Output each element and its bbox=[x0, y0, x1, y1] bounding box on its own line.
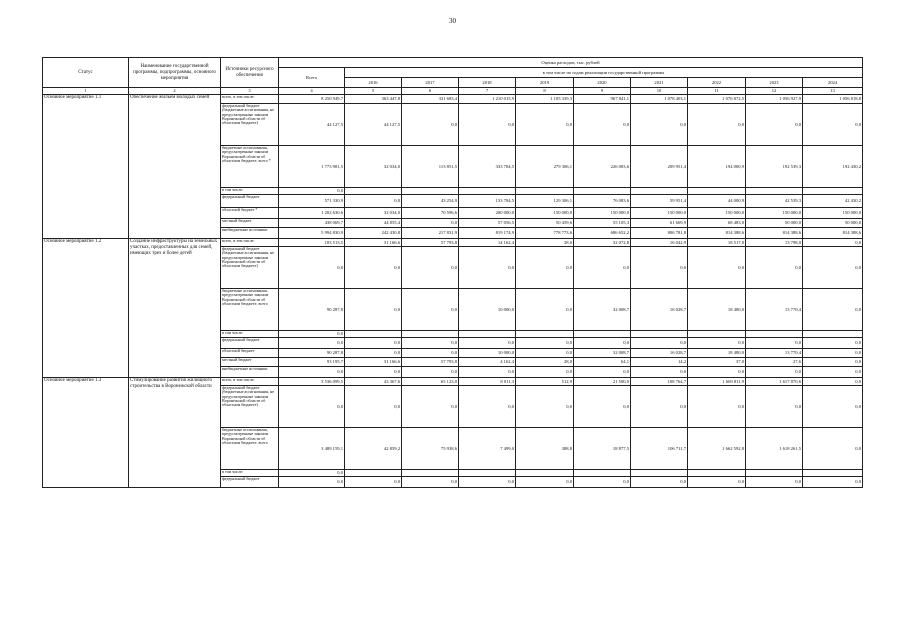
year-value-cell: 0,0 bbox=[402, 367, 459, 378]
funding-source: местный бюджет bbox=[221, 358, 279, 367]
year-value-cell bbox=[459, 470, 516, 477]
year-value-cell: 0,0 bbox=[631, 477, 688, 488]
funding-source: федеральный бюджет bbox=[221, 195, 279, 208]
year-value-cell bbox=[746, 188, 803, 195]
total-cell: 3 536 099,5 bbox=[279, 378, 345, 386]
year-value-cell: 32 034,0 bbox=[345, 146, 402, 188]
year-value-cell: 1 105 339,3 bbox=[516, 95, 574, 104]
year-value-cell: 57 793,8 bbox=[402, 239, 459, 247]
year-value-cell: 778 773,6 bbox=[516, 228, 574, 239]
year-value-cell: 1 669 811,9 bbox=[688, 378, 746, 386]
year-value-cell bbox=[516, 188, 574, 195]
year-value-cell: 0,0 bbox=[688, 367, 746, 378]
year-value-cell: 1 076 872,5 bbox=[688, 95, 746, 104]
year-value-cell: 0,0 bbox=[631, 338, 688, 349]
year-value-cell bbox=[631, 470, 688, 477]
year-value-cell: 0,0 bbox=[803, 378, 863, 386]
year-value-cell: 28,0 bbox=[516, 239, 574, 247]
year-value-cell: 31 166,6 bbox=[345, 239, 402, 247]
year-value-cell: 0,0 bbox=[631, 104, 688, 146]
year-header: 2018 bbox=[459, 78, 516, 88]
year-value-cell: 194 000,9 bbox=[688, 146, 746, 188]
year-header: 2017 bbox=[402, 78, 459, 88]
year-value-cell: 55 105,3 bbox=[574, 219, 631, 228]
total-cell: 0,0 bbox=[279, 367, 345, 378]
table-header bbox=[43, 58, 863, 95]
year-value-cell: 0,0 bbox=[516, 289, 574, 331]
year-value-cell: 1 056 927,9 bbox=[746, 95, 803, 104]
year-value-cell: 0,0 bbox=[574, 477, 631, 488]
year-value-cell bbox=[459, 331, 516, 338]
total-cell: 1 773 981,5 bbox=[279, 146, 345, 188]
year-value-cell: 0,0 bbox=[345, 289, 402, 331]
year-value-cell: 50 000,0 bbox=[803, 219, 863, 228]
year-value-cell: 0,0 bbox=[345, 477, 402, 488]
year-value-cell: 1 662 592,8 bbox=[688, 428, 746, 470]
year-value-cell: 0,0 bbox=[746, 367, 803, 378]
year-value-cell: 806 781,8 bbox=[631, 228, 688, 239]
year-value-cell bbox=[803, 470, 863, 477]
year-value-cell: 1 617 870,6 bbox=[746, 378, 803, 386]
total-cell: 0,0 bbox=[279, 338, 345, 349]
funding-source: всего, в том числе: bbox=[221, 239, 279, 247]
year-value-cell: 0,0 bbox=[631, 367, 688, 378]
year-value-cell: 0,0 bbox=[516, 477, 574, 488]
year-value-cell: 0,0 bbox=[746, 247, 803, 289]
year-value-cell: 0,0 bbox=[345, 195, 402, 208]
column-index: 2 bbox=[129, 88, 221, 95]
column-index: 4 bbox=[279, 88, 345, 95]
year-value-cell: 814 388,6 bbox=[803, 228, 863, 239]
year-header: 2022 bbox=[688, 78, 746, 88]
year-value-cell: 0,0 bbox=[402, 104, 459, 146]
column-index: 7 bbox=[459, 88, 516, 95]
year-value-cell: 0,0 bbox=[459, 104, 516, 146]
total-cell: 438 069,7 bbox=[279, 219, 345, 228]
funding-source: местный бюджет bbox=[221, 219, 279, 228]
year-value-cell: 226 083,6 bbox=[574, 146, 631, 188]
total-header: Всего bbox=[279, 68, 345, 88]
funding-source: федеральный бюджет (бюджетные ассигнования, не предусмотренные законом Воронежской области об областном бюджете) bbox=[221, 104, 279, 146]
year-value-cell: 59 951,4 bbox=[631, 195, 688, 208]
total-cell: 90 287,8 bbox=[279, 289, 345, 331]
year-value-cell bbox=[345, 188, 402, 195]
year-value-cell: 192 430,2 bbox=[803, 146, 863, 188]
column-index: 12 bbox=[746, 88, 803, 95]
name-header: Наименование государственной программы, подпрограммы, основного мероприятия bbox=[129, 58, 221, 88]
year-value-cell: 0,0 bbox=[516, 247, 574, 289]
year-value-cell: 0,0 bbox=[345, 247, 402, 289]
total-cell: 183 513,5 bbox=[279, 239, 345, 247]
year-value-cell: 150 000,0 bbox=[803, 208, 863, 219]
year-value-cell bbox=[631, 188, 688, 195]
year-value-cell: 0,0 bbox=[803, 239, 863, 247]
measure-status: Основное мероприятие 1.1 bbox=[43, 95, 129, 239]
year-value-cell: 14,2 bbox=[631, 358, 688, 367]
column-index: 3 bbox=[221, 88, 279, 95]
year-value-cell: 7 499,0 bbox=[459, 428, 516, 470]
year-value-cell: 0,0 bbox=[574, 386, 631, 428]
year-value-cell: 0,0 bbox=[516, 338, 574, 349]
column-index: 10 bbox=[631, 88, 688, 95]
year-value-cell: 18 877,5 bbox=[574, 428, 631, 470]
year-value-cell: 1 618 261,5 bbox=[746, 428, 803, 470]
total-cell: 90 287,8 bbox=[279, 349, 345, 358]
year-value-cell: 0,0 bbox=[688, 386, 746, 428]
year-value-cell bbox=[574, 188, 631, 195]
year-value-cell: 0,0 bbox=[402, 338, 459, 349]
year-value-cell: 32 008,7 bbox=[574, 289, 631, 331]
year-value-cell: 0,0 bbox=[459, 367, 516, 378]
year-value-cell bbox=[574, 470, 631, 477]
year-value-cell: 967 841,1 bbox=[574, 95, 631, 104]
expenditure-table bbox=[42, 57, 863, 488]
year-value-cell: 0,0 bbox=[459, 386, 516, 428]
year-value-cell: 0,0 bbox=[803, 349, 863, 358]
status-header: Статус bbox=[43, 58, 129, 88]
column-index: 5 bbox=[345, 88, 402, 95]
year-value-cell: 75 938,6 bbox=[402, 428, 459, 470]
source-header: Источники ресурсного обеспечения bbox=[221, 58, 279, 88]
year-header: 2019 bbox=[516, 78, 574, 88]
year-value-cell: 814 388,6 bbox=[746, 228, 803, 239]
year-header: 2024 bbox=[803, 78, 863, 88]
year-value-cell: 108 764,7 bbox=[631, 378, 688, 386]
year-value-cell: 512,9 bbox=[516, 378, 574, 386]
table-row bbox=[43, 239, 863, 247]
year-value-cell: 209 951,4 bbox=[631, 146, 688, 188]
total-cell: 0,0 bbox=[279, 188, 345, 195]
year-value-cell: 686 652,2 bbox=[574, 228, 631, 239]
funding-source: в том числе: bbox=[221, 331, 279, 338]
year-header: 2021 bbox=[631, 78, 688, 88]
column-index: 11 bbox=[688, 88, 746, 95]
year-value-cell: 50 000,0 bbox=[746, 219, 803, 228]
year-value-cell: 814 388,6 bbox=[688, 228, 746, 239]
year-value-cell: 217 831,9 bbox=[402, 228, 459, 239]
year-value-cell: 13 770,4 bbox=[746, 349, 803, 358]
year-value-cell: 42 430,2 bbox=[803, 195, 863, 208]
year-value-cell: 44 855,4 bbox=[345, 219, 402, 228]
total-cell: 44 127,5 bbox=[279, 104, 345, 146]
year-value-cell: 0,0 bbox=[345, 386, 402, 428]
year-value-cell: 0,0 bbox=[631, 386, 688, 428]
year-value-cell: 0,0 bbox=[459, 247, 516, 289]
measure-status: Основное мероприятие 1.3 bbox=[43, 378, 129, 488]
year-value-cell: 32 072,8 bbox=[574, 239, 631, 247]
year-value-cell: 31 166,6 bbox=[345, 358, 402, 367]
year-value-cell: 133 784,5 bbox=[459, 195, 516, 208]
year-value-cell: 0,0 bbox=[746, 477, 803, 488]
year-value-cell: 0,0 bbox=[402, 219, 459, 228]
year-value-cell: 13 770,4 bbox=[746, 289, 803, 331]
year-value-cell: 0,0 bbox=[803, 428, 863, 470]
year-value-cell: 10 000,0 bbox=[459, 349, 516, 358]
year-value-cell: 16 042,9 bbox=[631, 239, 688, 247]
column-index: 8 bbox=[516, 88, 574, 95]
year-value-cell bbox=[345, 470, 402, 477]
year-value-cell: 16 028,7 bbox=[631, 349, 688, 358]
funding-source: бюджетные ассигнования, предусмотренные законом Воронежской области об областном бюджете, всего bbox=[221, 289, 279, 331]
year-value-cell bbox=[746, 470, 803, 477]
funding-source: внебюджетные источники bbox=[221, 367, 279, 378]
year-value-cell: 0,0 bbox=[803, 289, 863, 331]
funding-source: федеральный бюджет bbox=[221, 477, 279, 488]
year-value-cell: 0,0 bbox=[402, 386, 459, 428]
year-value-cell bbox=[345, 331, 402, 338]
year-value-cell: 64,1 bbox=[574, 358, 631, 367]
year-value-cell bbox=[803, 331, 863, 338]
year-value-cell: 0,0 bbox=[402, 349, 459, 358]
measure-name: Стимулирование развития жилищного строительства в Воронежской области bbox=[129, 378, 221, 488]
column-index: 9 bbox=[574, 88, 631, 95]
year-value-cell: 18 480,0 bbox=[688, 289, 746, 331]
funding-source: бюджетные ассигнования, предусмотренные законом Воронежской области об областном бюджете, всего * bbox=[221, 146, 279, 188]
year-value-cell: 0,0 bbox=[402, 477, 459, 488]
year-value-cell: 50 459,6 bbox=[516, 219, 574, 228]
year-header: 2016 bbox=[345, 78, 402, 88]
year-value-cell bbox=[459, 188, 516, 195]
year-value-cell: 388,8 bbox=[516, 428, 574, 470]
year-value-cell: 1 210 015,9 bbox=[459, 95, 516, 104]
year-value-cell bbox=[688, 331, 746, 338]
year-value-cell: 42 859,2 bbox=[345, 428, 402, 470]
year-value-cell bbox=[402, 331, 459, 338]
year-value-cell: 1 056 818,8 bbox=[803, 95, 863, 104]
total-cell: 0,0 bbox=[279, 470, 345, 477]
funding-source: бюджетные ассигнования, предусмотренные законом Воронежской области об областном бюджете, всего bbox=[221, 428, 279, 470]
year-value-cell: 0,0 bbox=[402, 289, 459, 331]
total-cell: 571 330,9 bbox=[279, 195, 345, 208]
year-value-cell bbox=[688, 470, 746, 477]
table-row bbox=[43, 95, 863, 104]
year-value-cell: 0,0 bbox=[746, 386, 803, 428]
year-value-cell: 0,0 bbox=[574, 367, 631, 378]
year-value-cell: 0,0 bbox=[516, 349, 574, 358]
year-value-cell: 200 000,0 bbox=[459, 208, 516, 219]
funding-source: всего, в том числе: bbox=[221, 95, 279, 104]
column-index: 6 bbox=[402, 88, 459, 95]
year-value-cell: 44 000,9 bbox=[688, 195, 746, 208]
year-value-cell: 0,0 bbox=[459, 338, 516, 349]
year-value-cell: 333 784,5 bbox=[459, 146, 516, 188]
year-value-cell: 150 000,0 bbox=[688, 208, 746, 219]
year-value-cell: 32 008,7 bbox=[574, 349, 631, 358]
year-value-cell: 1 078 403,1 bbox=[631, 95, 688, 104]
year-value-cell: 21 500,0 bbox=[574, 378, 631, 386]
year-value-cell: 0,0 bbox=[574, 104, 631, 146]
year-value-cell: 61 669,9 bbox=[631, 219, 688, 228]
total-cell: 0,0 bbox=[279, 331, 345, 338]
year-value-cell: 0,0 bbox=[631, 247, 688, 289]
year-value-cell: 150 000,0 bbox=[631, 208, 688, 219]
year-value-cell: 150 000,0 bbox=[574, 208, 631, 219]
total-cell: 0,0 bbox=[279, 386, 345, 428]
year-value-cell bbox=[402, 188, 459, 195]
year-value-cell: 0,0 bbox=[688, 104, 746, 146]
year-value-cell: 4 162,4 bbox=[459, 358, 516, 367]
year-value-cell: 0,0 bbox=[746, 338, 803, 349]
year-value-cell: 363 447,8 bbox=[345, 95, 402, 104]
column-index: 1 bbox=[43, 88, 129, 95]
funding-source: федеральный бюджет (бюджетные ассигнования, не предусмотренные законом Воронежской области об областном бюджете) bbox=[221, 386, 279, 428]
year-value-cell: 76 083,6 bbox=[574, 195, 631, 208]
year-value-cell: 0,0 bbox=[516, 386, 574, 428]
funding-source: областной бюджет * bbox=[221, 208, 279, 219]
estimate-header: Оценка расходов, тыс. рублей bbox=[279, 58, 863, 68]
funding-source: в том числе: bbox=[221, 470, 279, 477]
year-value-cell: 0,0 bbox=[803, 338, 863, 349]
year-value-cell: 32 034,0 bbox=[345, 208, 402, 219]
year-value-cell: 279 306,1 bbox=[516, 146, 574, 188]
year-value-cell bbox=[803, 188, 863, 195]
year-value-cell: 331 683,4 bbox=[402, 95, 459, 104]
year-value-cell: 0,0 bbox=[345, 338, 402, 349]
year-value-cell: 0,0 bbox=[402, 247, 459, 289]
year-value-cell: 113 851,5 bbox=[402, 146, 459, 188]
total-cell: 5 994 830,9 bbox=[279, 228, 345, 239]
year-value-cell: 43 367,6 bbox=[345, 378, 402, 386]
year-value-cell: 70 596,6 bbox=[402, 208, 459, 219]
measure-name: Создание инфраструктуры на земельных участках, предоставленных для семей, имеющих трех и более детей bbox=[129, 239, 221, 378]
year-value-cell: 37,0 bbox=[688, 358, 746, 367]
total-cell: 0,0 bbox=[279, 477, 345, 488]
year-value-cell: 65 123,0 bbox=[402, 378, 459, 386]
year-value-cell bbox=[631, 331, 688, 338]
total-cell: 1 202 630,6 bbox=[279, 208, 345, 219]
funding-source: внебюджетные источники bbox=[221, 228, 279, 239]
year-value-cell: 13 798,0 bbox=[746, 239, 803, 247]
year-value-cell: 18 480,0 bbox=[688, 349, 746, 358]
year-value-cell: 0,0 bbox=[688, 477, 746, 488]
year-value-cell: 242 430,8 bbox=[345, 228, 402, 239]
year-value-cell: 14 162,4 bbox=[459, 239, 516, 247]
year-value-cell: 0,0 bbox=[803, 247, 863, 289]
funding-source: областной бюджет bbox=[221, 349, 279, 358]
year-value-cell: 42 539,3 bbox=[746, 195, 803, 208]
year-value-cell: 8 011,3 bbox=[459, 378, 516, 386]
year-value-cell: 819 174,9 bbox=[459, 228, 516, 239]
year-value-cell: 0,0 bbox=[803, 367, 863, 378]
funding-source: федеральный бюджет (бюджетные ассигнования, не предусмотренные законом Воронежской области об областном бюджете) bbox=[221, 247, 279, 289]
year-value-cell: 0,0 bbox=[574, 338, 631, 349]
page-number: 30 bbox=[449, 17, 456, 25]
year-value-cell: 0,0 bbox=[459, 477, 516, 488]
year-value-cell: 129 306,1 bbox=[516, 195, 574, 208]
table-body bbox=[43, 95, 863, 488]
table-row bbox=[43, 378, 863, 386]
year-value-cell: 0,0 bbox=[803, 104, 863, 146]
year-value-cell: 57 056,5 bbox=[459, 219, 516, 228]
total-cell: 93 195,7 bbox=[279, 358, 345, 367]
funding-source: в том числе: bbox=[221, 188, 279, 195]
year-header: 2023 bbox=[746, 78, 803, 88]
funding-source: всего, в том числе: bbox=[221, 378, 279, 386]
year-value-cell: 0,0 bbox=[345, 349, 402, 358]
year-value-cell bbox=[516, 470, 574, 477]
year-value-cell: 0,0 bbox=[516, 367, 574, 378]
year-value-cell: 0,0 bbox=[688, 338, 746, 349]
year-value-cell: 68 483,0 bbox=[688, 219, 746, 228]
year-value-cell: 57 793,8 bbox=[402, 358, 459, 367]
year-value-cell: 0,0 bbox=[803, 386, 863, 428]
year-value-cell: 16 028,7 bbox=[631, 289, 688, 331]
funding-source: федеральный бюджет bbox=[221, 338, 279, 349]
year-value-cell: 150 000,0 bbox=[746, 208, 803, 219]
year-value-cell: 43 254,9 bbox=[402, 195, 459, 208]
measure-name: Обеспечение жильем молодых семей bbox=[129, 95, 221, 239]
total-cell: 0,0 bbox=[279, 247, 345, 289]
year-value-cell: 0,0 bbox=[345, 367, 402, 378]
year-value-cell: 10 000,0 bbox=[459, 289, 516, 331]
year-value-cell: 0,0 bbox=[803, 358, 863, 367]
year-value-cell: 0,0 bbox=[688, 247, 746, 289]
year-header: 2020 bbox=[574, 78, 631, 88]
column-index: 13 bbox=[803, 88, 863, 95]
year-value-cell bbox=[574, 331, 631, 338]
by-years-header: в том числе по годам реализации государственной программы bbox=[345, 68, 863, 78]
year-value-cell: 192 539,3 bbox=[746, 146, 803, 188]
year-value-cell: 44 127,5 bbox=[345, 104, 402, 146]
year-value-cell: 0,0 bbox=[746, 104, 803, 146]
year-value-cell: 0,0 bbox=[516, 104, 574, 146]
year-value-cell bbox=[402, 470, 459, 477]
year-value-cell: 0,0 bbox=[574, 247, 631, 289]
year-value-cell: 0,0 bbox=[803, 477, 863, 488]
year-value-cell: 106 711,7 bbox=[631, 428, 688, 470]
year-value-cell: 27,6 bbox=[746, 358, 803, 367]
year-value-cell bbox=[516, 331, 574, 338]
measure-status: Основное мероприятие 1.2 bbox=[43, 239, 129, 378]
year-value-cell bbox=[688, 188, 746, 195]
total-cell: 3 489 159,1 bbox=[279, 428, 345, 470]
total-cell: 8 250 949,7 bbox=[279, 95, 345, 104]
year-value-cell: 28,0 bbox=[516, 358, 574, 367]
year-value-cell: 18 517,0 bbox=[688, 239, 746, 247]
year-value-cell bbox=[746, 331, 803, 338]
year-value-cell: 150 000,0 bbox=[516, 208, 574, 219]
